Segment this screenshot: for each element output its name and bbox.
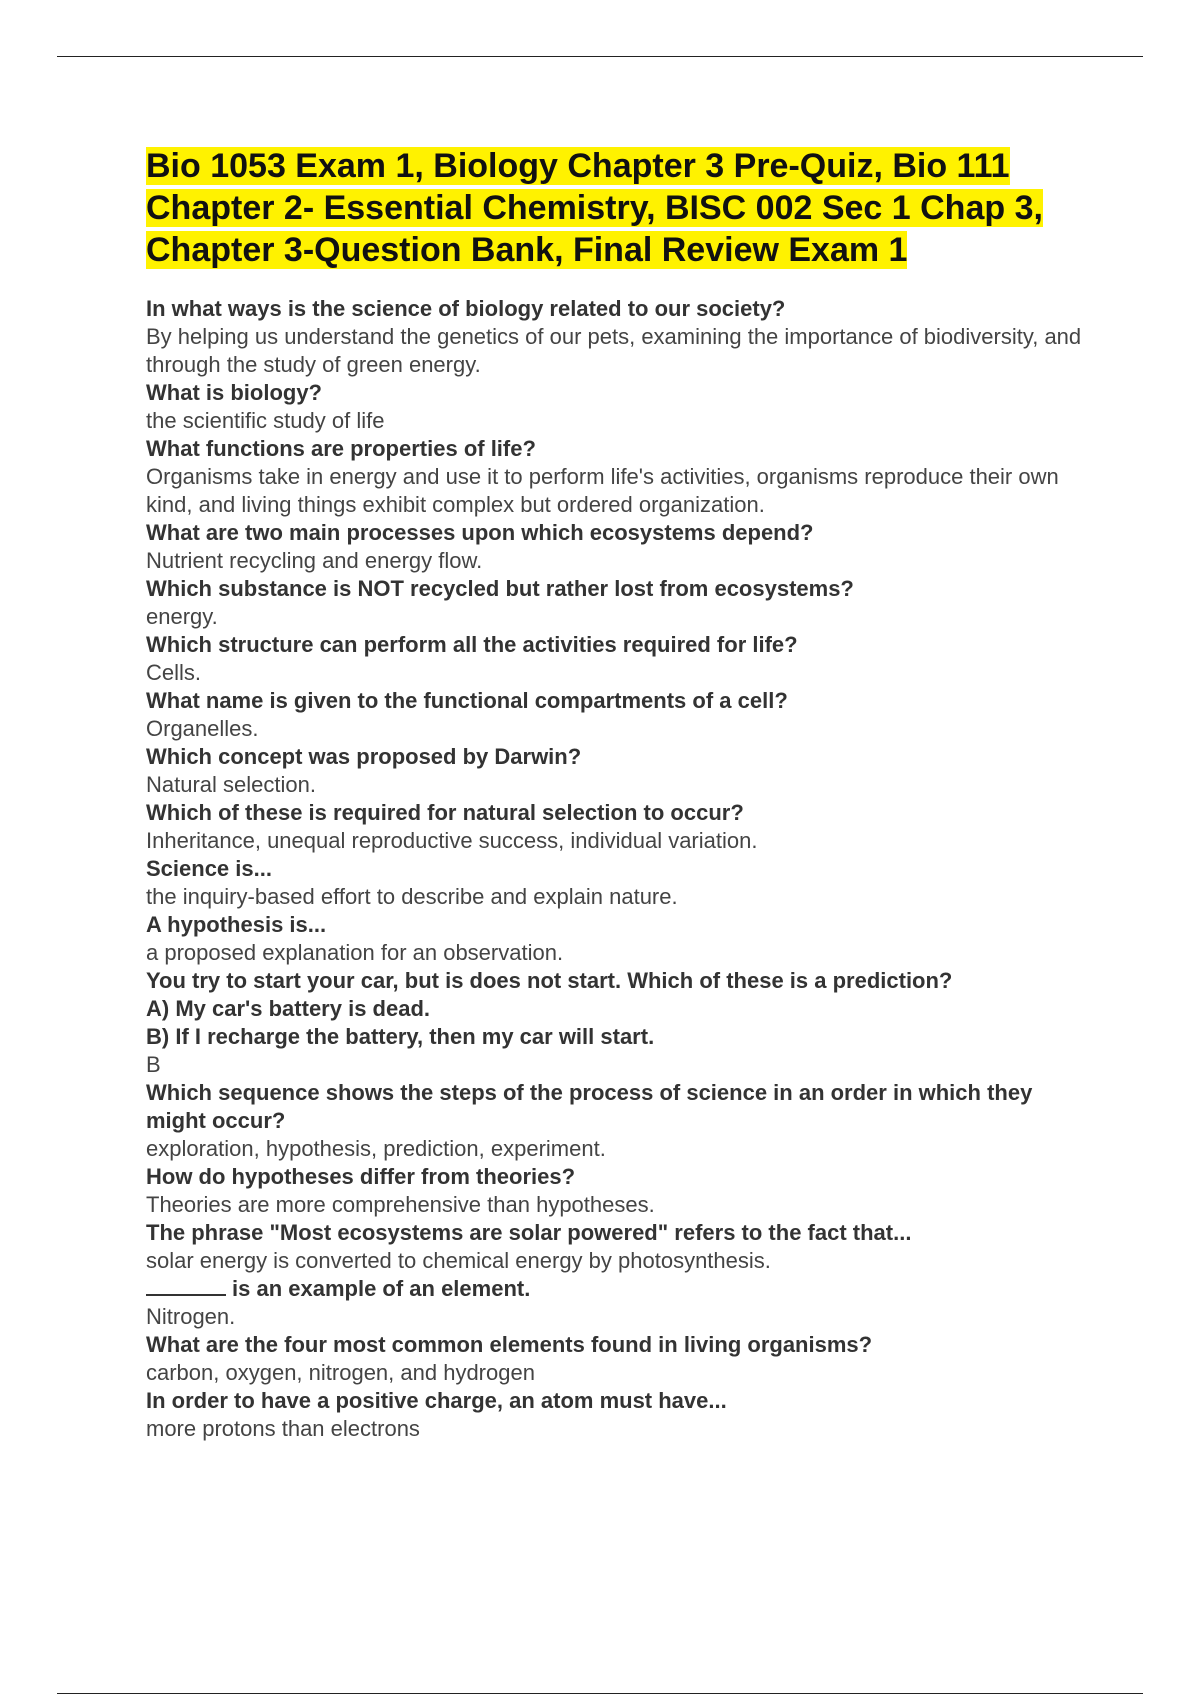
question: The phrase "Most ecosystems are solar powered" refers to the fact that... <box>146 1220 912 1245</box>
question: You try to start your car, but is does not start. Which of these is a prediction? <box>146 968 953 993</box>
question: What are two main processes upon which ecosystems depend? <box>146 520 814 545</box>
question: What functions are properties of life? <box>146 436 536 461</box>
question: Which structure can perform all the activities required for life? <box>146 632 798 657</box>
qa-item <box>146 799 1086 855</box>
question: Which concept was proposed by Darwin? <box>146 744 582 769</box>
top-rule <box>57 56 1143 57</box>
question-option-a: A) My car's battery is dead. <box>146 996 431 1021</box>
question: Which substance is NOT recycled but rather lost from ecosystems? <box>146 576 854 601</box>
qa-item <box>146 435 1086 519</box>
answer: exploration, hypothesis, prediction, experiment. <box>146 1136 606 1161</box>
qa-item <box>146 1331 1086 1387</box>
answer: the inquiry-based effort to describe and explain nature. <box>146 884 678 909</box>
qa-item <box>146 855 1086 911</box>
answer: By helping us understand the genetics of our pets, examining the importance of biodiversity, and through the study of green energy. <box>146 324 1082 377</box>
qa-item <box>146 911 1086 967</box>
qa-item <box>146 1219 1086 1275</box>
qa-item <box>146 295 1086 379</box>
answer: Nutrient recycling and energy flow. <box>146 548 483 573</box>
question: What are the four most common elements found in living organisms? <box>146 1332 873 1357</box>
answer: more protons than electrons <box>146 1416 420 1441</box>
answer: carbon, oxygen, nitrogen, and hydrogen <box>146 1360 535 1385</box>
answer: Natural selection. <box>146 772 316 797</box>
question: What is biology? <box>146 380 322 405</box>
answer: a proposed explanation for an observation. <box>146 940 564 965</box>
qa-item <box>146 1275 1086 1331</box>
qa-item <box>146 1079 1086 1163</box>
answer: Organelles. <box>146 716 259 741</box>
answer: Organisms take in energy and use it to perform life's activities, organisms reproduce their own kind, and living things exhibit complex but ordered organization. <box>146 464 1059 517</box>
document-title <box>146 145 1086 271</box>
qa-item <box>146 519 1086 575</box>
qa-item <box>146 379 1086 435</box>
qa-list <box>146 295 1086 1443</box>
qa-item <box>146 743 1086 799</box>
question: Which sequence shows the steps of the process of science in an order in which they might occur? <box>146 1080 1033 1133</box>
qa-item <box>146 575 1086 631</box>
question: Which of these is required for natural selection to occur? <box>146 800 744 825</box>
document-body <box>146 145 1086 1443</box>
answer: solar energy is converted to chemical energy by photosynthesis. <box>146 1248 771 1273</box>
qa-item <box>146 967 1086 1079</box>
question: In what ways is the science of biology related to our society? <box>146 296 786 321</box>
qa-item <box>146 1163 1086 1219</box>
bottom-rule <box>57 1693 1143 1694</box>
question-option-b: B) If I recharge the battery, then my car will start. <box>146 1024 655 1049</box>
question: In order to have a positive charge, an atom must have... <box>146 1388 727 1413</box>
answer: Nitrogen. <box>146 1304 236 1329</box>
highlighted-title-text: Bio 1053 Exam 1, Biology Chapter 3 Pre-Quiz, Bio 111 Chapter 2- Essential Chemistry, BISC 002 Sec 1 Chap 3, Chapter 3-Question Bank, Final Review Exam 1 <box>146 147 1043 269</box>
question: What name is given to the functional compartments of a cell? <box>146 688 788 713</box>
qa-item <box>146 687 1086 743</box>
qa-item <box>146 1387 1086 1443</box>
question: Science is... <box>146 856 272 881</box>
qa-item <box>146 631 1086 687</box>
question-text: is an example of an element. <box>232 1276 531 1301</box>
question-with-blank <box>146 1275 1086 1303</box>
fill-in-blank <box>146 1276 226 1296</box>
answer: Cells. <box>146 660 202 685</box>
answer: energy. <box>146 604 218 629</box>
answer: Theories are more comprehensive than hypotheses. <box>146 1192 655 1217</box>
question: How do hypotheses differ from theories? <box>146 1164 576 1189</box>
answer: Inheritance, unequal reproductive success, individual variation. <box>146 828 758 853</box>
question: A hypothesis is... <box>146 912 327 937</box>
answer: B <box>146 1052 161 1077</box>
answer: the scientific study of life <box>146 408 385 433</box>
